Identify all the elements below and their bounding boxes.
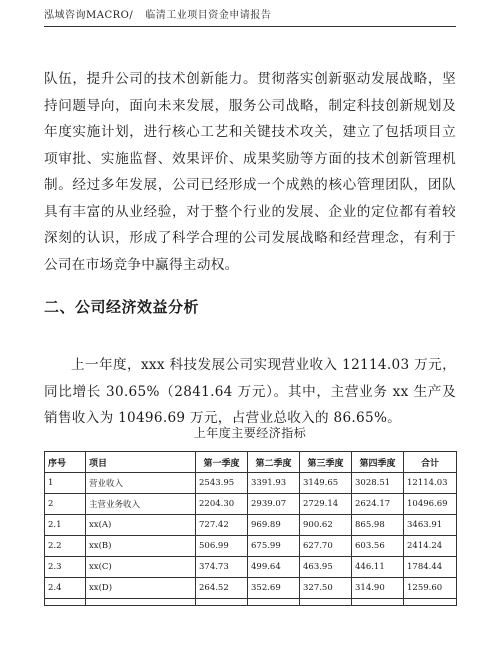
- cell-index: 2.4: [45, 578, 86, 599]
- cell-index: 2.3: [45, 557, 86, 578]
- col-header-item: 项目: [86, 452, 196, 473]
- col-header-q3: 第三季度: [300, 452, 352, 473]
- col-header-total: 合计: [404, 452, 457, 473]
- cell-index: 2.2: [45, 536, 86, 557]
- cell-total: 12114.03: [404, 473, 457, 494]
- cell-q3: 3149.65: [300, 473, 352, 494]
- table-header-row: [45, 452, 457, 473]
- table-row-cut-off: [45, 599, 457, 606]
- cell-q1: 2204.30: [196, 494, 248, 515]
- cell-q2: 969.89: [248, 515, 300, 536]
- table-caption: 上年度主要经济指标: [193, 426, 307, 440]
- cell-index: 2.1: [45, 515, 86, 536]
- cell-q4: 603.56: [352, 536, 404, 557]
- col-header-q4: 第四季度: [352, 452, 404, 473]
- header-publisher: 泓域咨询MACRO/: [44, 10, 134, 21]
- cell-item: 营业收入: [86, 473, 196, 494]
- body-paragraph-2: 上一年度，xxx 科技发展公司实现营业收入 12114.03 万元，同比增长 30.65%（2841.64 万元）。其中，主营业务 xx 生产及销售收入为 10496.69 万元，占营业总收入的 86.65%。: [44, 357, 456, 426]
- cell-item: xx(B): [86, 536, 196, 557]
- table-row: [45, 536, 457, 557]
- cell-q2: 499.64: [248, 557, 300, 578]
- cell-item: xx(C): [86, 557, 196, 578]
- cell-q4: 314.90: [352, 578, 404, 599]
- cell-index: 2: [45, 494, 86, 515]
- header-report-title: 临清工业项目资金申请报告: [145, 10, 272, 21]
- cell-total: 2414.24: [404, 536, 457, 557]
- cell-total: 1259.60: [404, 578, 457, 599]
- cell-q2: 675.99: [248, 536, 300, 557]
- cell-q4: 865.98: [352, 515, 404, 536]
- cell-empty: [300, 599, 352, 606]
- cell-total: 3463.91: [404, 515, 457, 536]
- col-header-q2: 第二季度: [248, 452, 300, 473]
- cell-q2: 352.69: [248, 578, 300, 599]
- page-header: [44, 6, 456, 27]
- cell-q3: 327.50: [300, 578, 352, 599]
- cell-item: xx(D): [86, 578, 196, 599]
- cell-index: 1: [45, 473, 86, 494]
- cell-q3: 463.95: [300, 557, 352, 578]
- cell-empty: [352, 599, 404, 606]
- col-header-index: 序号: [45, 452, 86, 473]
- cell-total: 10496.69: [404, 494, 457, 515]
- cell-empty: [248, 599, 300, 606]
- cell-item: 主营业务收入: [86, 494, 196, 515]
- cell-q1: 727.42: [196, 515, 248, 536]
- cell-q1: 374.73: [196, 557, 248, 578]
- cell-q1: 2543.95: [196, 473, 248, 494]
- table-row: [45, 494, 457, 515]
- cell-q2: 2939.07: [248, 494, 300, 515]
- cell-empty: [404, 599, 457, 606]
- cell-empty: [196, 599, 248, 606]
- cell-empty: [45, 599, 86, 606]
- cell-q3: 627.70: [300, 536, 352, 557]
- table-row: [45, 473, 457, 494]
- cell-q1: 264.52: [196, 578, 248, 599]
- cell-q4: 3028.51: [352, 473, 404, 494]
- table-row: [45, 515, 457, 536]
- cell-q3: 900.62: [300, 515, 352, 536]
- cell-item: xx(A): [86, 515, 196, 536]
- cell-q3: 2729.14: [300, 494, 352, 515]
- body-paragraph-1: 队伍，提升公司的技术创新能力。贯彻落实创新驱动发展战略，坚持问题导向，面向未来发展，服务公司战略，制定科技创新规划及年度实施计划，进行核心工艺和关键技术攻关，建立了包括项目立项审批、实施监督、效果评价、成果奖励等方面的技术创新管理机制。经过多年发展，公司已经形成一个成熟的核心管理团队，团队具有丰富的从业经验，对于整个行业的发展、企业的定位都有着较深刻的认识，形成了科学合理的公司发展战略和经营理念，有利于公司在市场竞争中赢得主动权。: [44, 71, 456, 273]
- cell-total: 1784.44: [404, 557, 457, 578]
- table-row: [45, 578, 457, 599]
- section-title: 二、公司经济效益分析: [44, 298, 200, 316]
- cell-q1: 506.99: [196, 536, 248, 557]
- cell-q4: 446.11: [352, 557, 404, 578]
- cell-q2: 3391.93: [248, 473, 300, 494]
- table-row: [45, 557, 457, 578]
- cell-q4: 2624.17: [352, 494, 404, 515]
- col-header-q1: 第一季度: [196, 452, 248, 473]
- cell-empty: [86, 599, 196, 606]
- economic-indicators-table: [44, 451, 457, 606]
